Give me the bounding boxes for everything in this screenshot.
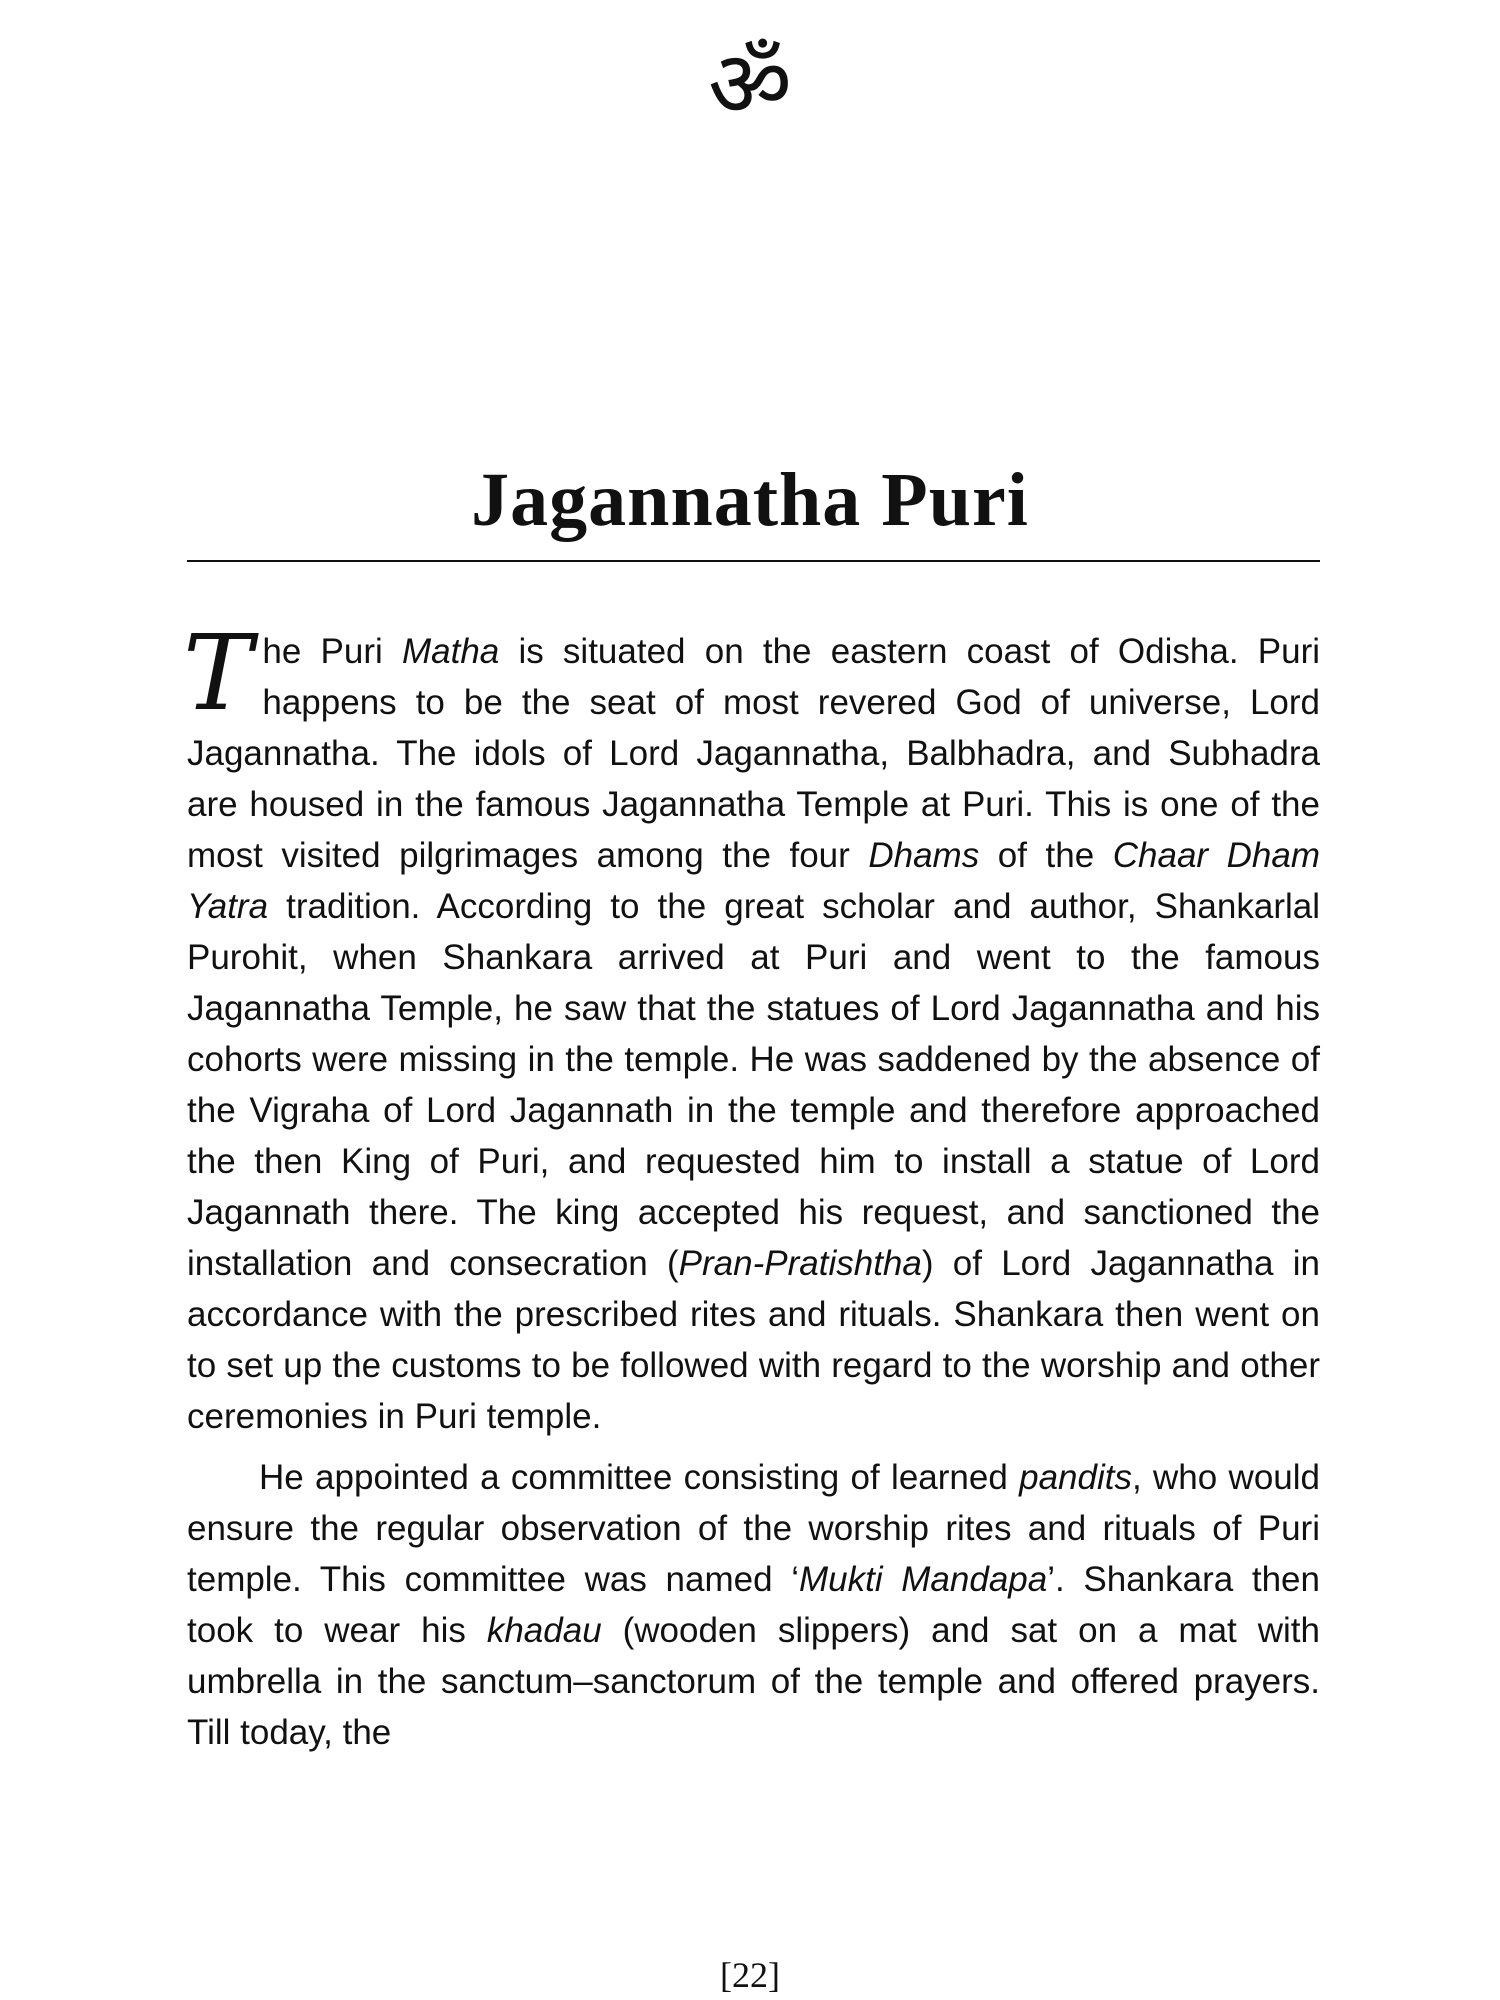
text-run: ’. Shankara then took to wear his (187, 1560, 1320, 1650)
italic-term: Chaar Dham Yatra (187, 836, 1320, 926)
italic-term: khadau (486, 1611, 602, 1650)
text-run: (wooden slippers) and sat on a mat with umbrella in the sanctum–sanctorum of the temple and offered prayers. Till today, the (187, 1611, 1320, 1752)
text-run: He appointed a committee consisting of learned (259, 1458, 1020, 1497)
italic-term: Matha (401, 632, 500, 671)
text-run: he Puri (262, 632, 402, 671)
page-number: [22] (720, 1955, 780, 1995)
italic-term: Pran-Pratishtha (678, 1244, 922, 1283)
title-divider (187, 560, 1320, 562)
italic-term: pandits (1019, 1458, 1132, 1497)
text-run: , who would ensure the regular observation of the worship rites and rituals of Puri temple. This committee was named ‘ (187, 1458, 1320, 1599)
text-run: is situated on the eastern coast of Odisha. Puri happens to be the seat of most revered God of universe, Lord Jagannatha. The idols of Lord Jagannatha, Balbhadra, and Subhadra are housed in the famous Jagannatha Temple at Puri. This is one of the most visited pilgrimages among the four (187, 632, 1320, 875)
om-symbol: ॐ (708, 31, 792, 138)
text-run: of the (979, 836, 1113, 875)
drop-cap: T (183, 612, 253, 734)
italic-term: Mukti Mandapa (799, 1560, 1048, 1599)
paragraph-1 (183, 612, 1320, 1442)
italic-term: Dhams (868, 836, 980, 875)
chapter-body (183, 612, 1320, 1768)
text-run: tradition. According to the great scholar and author, Shankarlal Purohit, when Shankara arrived at Puri and went to the famous Jagannatha Temple, he saw that the statues of Lord Jagannatha and his cohorts were missing in the temple. He was saddened by the absence of the Vigraha of Lord Jagannath in the temple and therefore approached the then King of Puri, and requested him to install a statue of Lord Jagannath there. The king accepted his request, and sanctioned the installation and consecration ( (187, 887, 1320, 1283)
chapter-title: Jagannatha Puri (471, 458, 1029, 542)
text-run: ) of Lord Jagannatha in accordance with the prescribed rites and rituals. Shankara then went on to set up the customs to be followed with regard to the worship and other ceremonies in Puri temple. (187, 1244, 1320, 1436)
paragraph-2 (187, 1452, 1320, 1758)
